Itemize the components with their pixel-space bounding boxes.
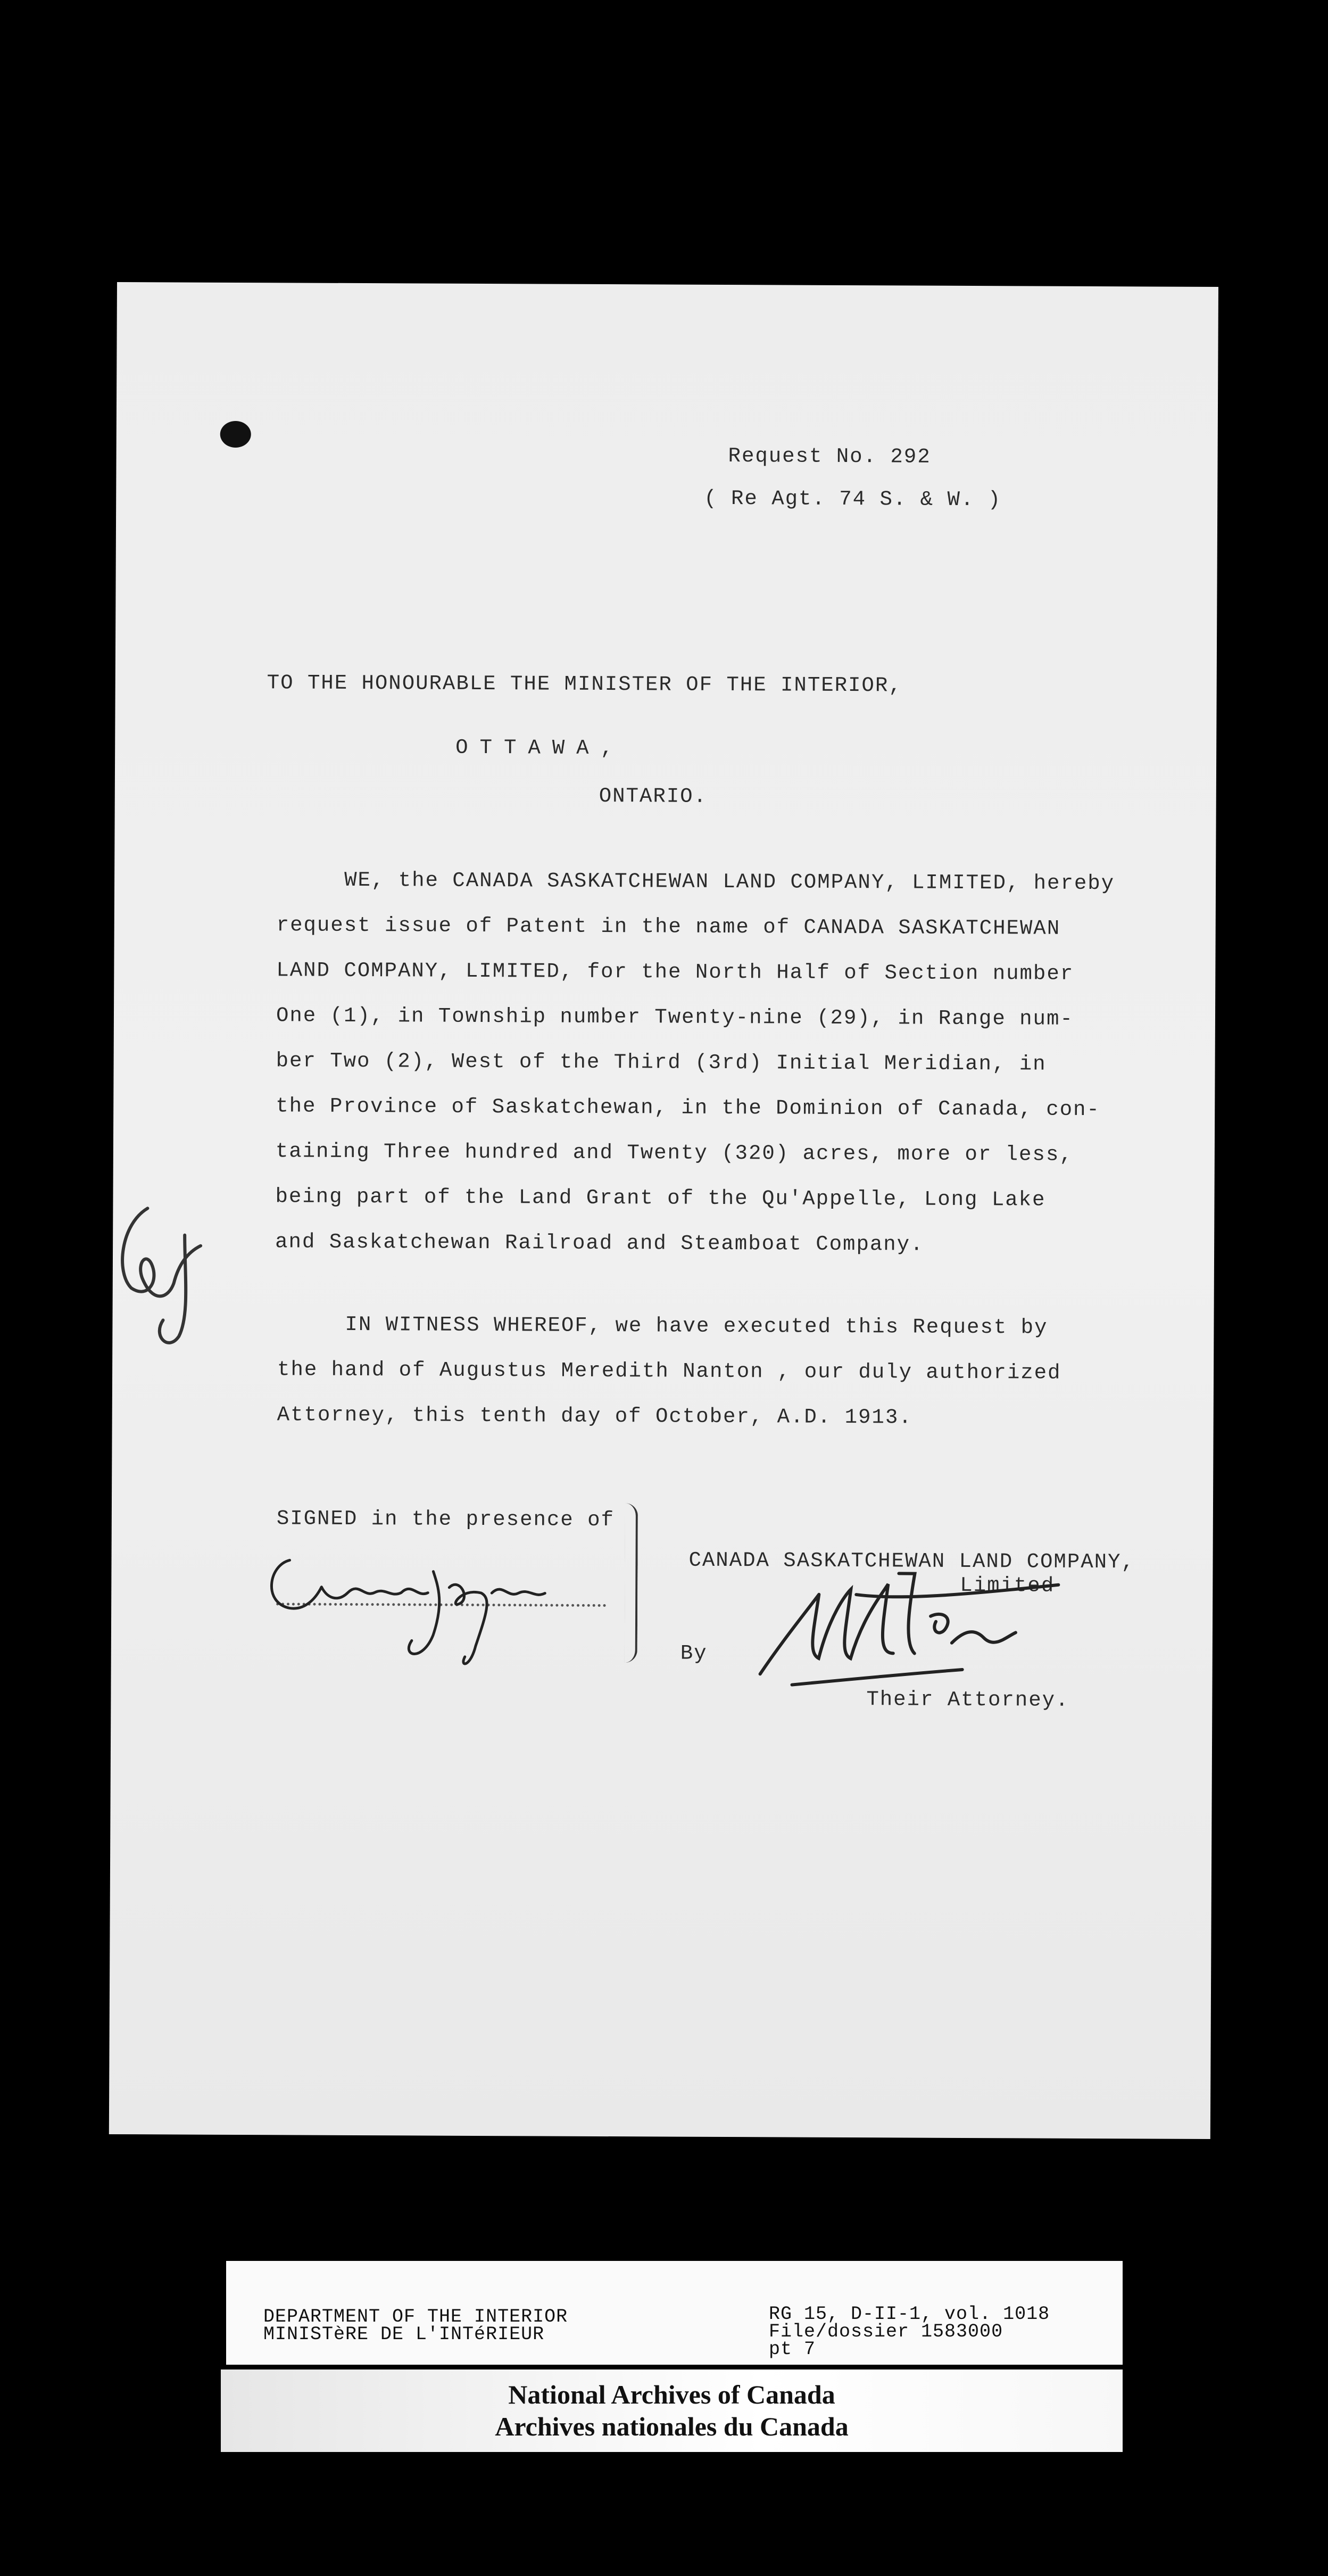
- punch-hole: [220, 421, 251, 448]
- department-fr: MINISTèRE DE L'INTéRIEUR: [263, 2324, 545, 2345]
- department-en: DEPARTMENT OF THE INTERIOR: [263, 2306, 568, 2327]
- reference-file: File/dossier 1583000: [769, 2321, 1003, 2342]
- address-line-3: ONTARIO.: [599, 784, 708, 808]
- body-line: being part of the Land Grant of the Qu'Appelle, Long Lake: [275, 1185, 1046, 1212]
- body-line: LAND COMPANY, LIMITED, for the North Half of Section number: [276, 959, 1074, 986]
- company-name: CANADA SASKATCHEWAN LAND COMPANY,: [688, 1548, 1135, 1574]
- witness-line: the hand of Augustus Meredith Nanton , our duly authorized: [277, 1358, 1061, 1385]
- body-line: and Saskatchewan Railroad and Steamboat Company.: [275, 1230, 924, 1257]
- witness-line: IN WITNESS WHEREOF, we have executed this Request by: [277, 1312, 1048, 1340]
- their-attorney-label: Their Attorney.: [866, 1688, 1069, 1712]
- request-reference: ( Re Agt. 74 S. & W. ): [704, 486, 1002, 512]
- address-line-1: TO THE HONOURABLE THE MINISTER OF THE INTERIOR,: [267, 671, 902, 698]
- reference-rg: RG 15, D-II-1, vol. 1018: [769, 2303, 1050, 2325]
- witness-signature: [258, 1539, 630, 1679]
- body-line: ber Two (2), West of the Third (3rd) Initial Meridian, in: [276, 1049, 1047, 1076]
- archives-name-en: National Archives of Canada: [508, 2380, 835, 2409]
- body-line: One (1), in Township number Twenty-nine (29), in Range num-: [276, 1004, 1074, 1031]
- attorney-signature: [738, 1551, 1111, 1702]
- archives-banner: [221, 2369, 1123, 2452]
- archive-label-strip: [226, 2261, 1123, 2365]
- request-number: Request No. 292: [728, 444, 931, 469]
- body-line: taining Three hundred and Twenty (320) acres, more or less,: [275, 1140, 1073, 1167]
- body-line: the Province of Saskatchewan, in the Dominion of Canada, con-: [276, 1094, 1100, 1122]
- document-page: [109, 282, 1218, 2139]
- reference-part: pt 7: [769, 2339, 816, 2360]
- body-line: request issue of Patent in the name of CANADA SASKATCHEWAN: [276, 913, 1061, 940]
- body-line: WE, the CANADA SASKATCHEWAN LAND COMPANY, LIMITED, hereby: [277, 868, 1115, 896]
- address-line-2: OTTAWA,: [455, 736, 625, 761]
- margin-initials-signature: [110, 1176, 217, 1358]
- archives-name-fr: Archives nationales du Canada: [495, 2412, 849, 2441]
- witness-line: Attorney, this tenth day of October, A.D. 1913.: [277, 1403, 912, 1430]
- signed-presence-label: SIGNED in the presence of: [276, 1507, 615, 1532]
- by-label: By: [680, 1641, 708, 1665]
- company-limited: Limited: [960, 1573, 1055, 1598]
